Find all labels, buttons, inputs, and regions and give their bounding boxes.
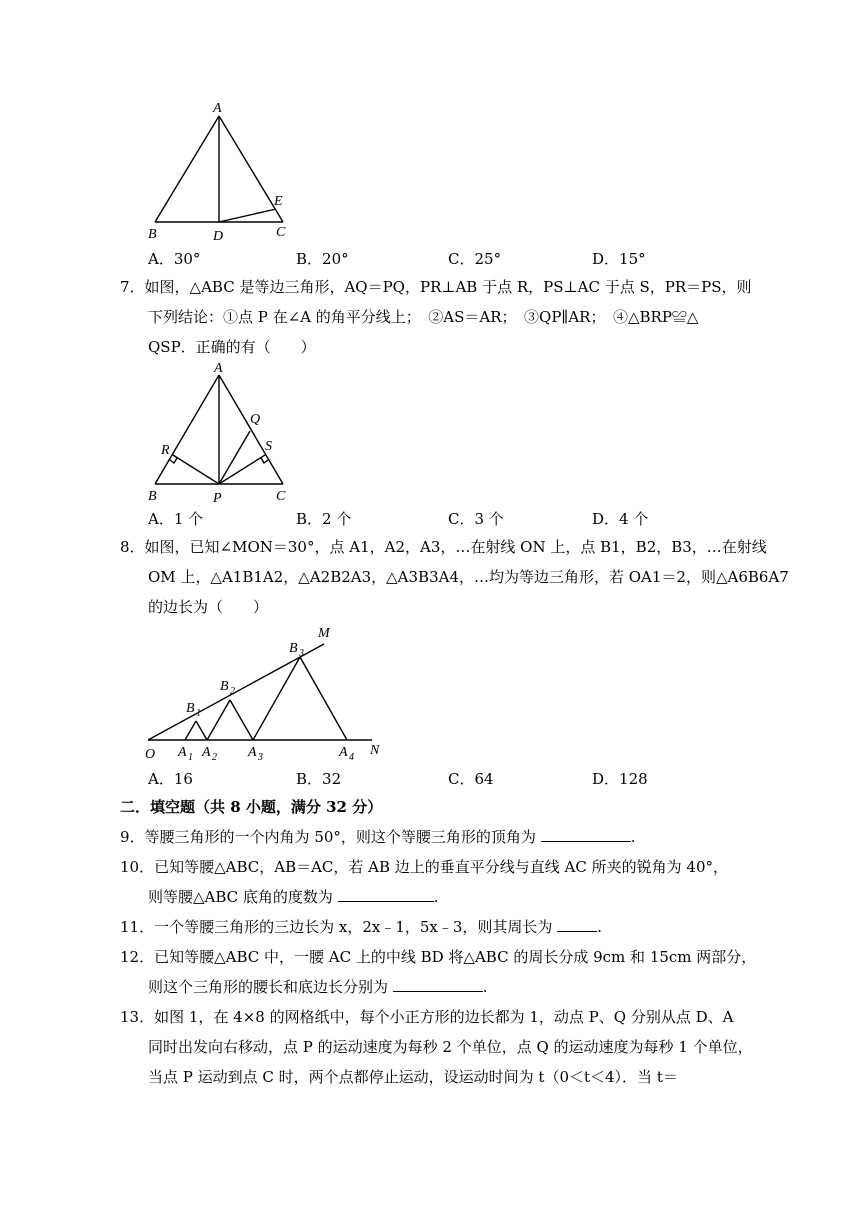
q9-stem: 9．等腰三角形的一个内角为 50°，则这个等腰三角形的顶角为 — [120, 828, 536, 846]
q7-options — [148, 508, 808, 530]
label-B3: B — [289, 641, 298, 656]
label-P: P — [213, 491, 222, 506]
q6-options — [148, 248, 808, 270]
figure-triangle-abc-altitude — [140, 98, 300, 246]
q10-period: . — [433, 888, 439, 906]
q12-stem: 则这个三角形的腰长和底边长分别为 — [148, 978, 389, 996]
q8-option-c[interactable]: C．64 — [448, 770, 494, 788]
label-O: O — [145, 747, 156, 762]
q9-answer-blank[interactable] — [541, 827, 631, 842]
label-A1: A — [178, 745, 187, 760]
q12-text-line-2 — [148, 976, 488, 998]
q9-text — [120, 826, 635, 848]
q12-text-line-1: 12．已知等腰△ABC 中，一腰 AC 上的中线 BD 将△ABC 的周长分成 9cm 和 15cm 两部分， — [120, 948, 757, 966]
label-A: A — [213, 101, 222, 116]
q11-answer-blank[interactable] — [557, 917, 597, 932]
q7-option-a[interactable]: A．1 个 — [148, 510, 204, 528]
q11-text — [120, 916, 602, 938]
section-heading-fill-in: 二．填空题（共 8 小题，满分 32 分） — [120, 798, 383, 816]
q10-stem: 则等腰△ABC 底角的度数为 — [148, 888, 333, 906]
label-N: N — [370, 743, 380, 758]
q12-answer-blank[interactable] — [393, 977, 483, 992]
q8-option-a[interactable]: A．16 — [148, 770, 193, 788]
q7-text-line-3: QSP．正确的有（ ） — [148, 338, 316, 356]
label-D: D — [213, 229, 224, 244]
label-R: R — [161, 443, 170, 458]
label-E: E — [274, 194, 283, 209]
label-C: C — [276, 489, 286, 504]
q7-text-line-2: 下列结论：①点 P 在∠A 的角平分线上； ②AS＝AR； ③QP∥AR； ④△BRP≌△ — [148, 308, 699, 326]
label-C: C — [276, 225, 286, 240]
q7-option-b[interactable]: B．2 个 — [296, 510, 352, 528]
label-M: M — [318, 626, 330, 641]
q8-text-line-2: OM 上，△A1B1A2，△A2B2A3，△A3B3A4，…均为等边三角形，若 OA1＝2，则△A6B6A7 — [148, 568, 789, 586]
label-B2: B — [220, 679, 229, 694]
label-A2: A — [202, 745, 211, 760]
q7-option-d[interactable]: D．4 个 — [592, 510, 649, 528]
figure-equilateral-triangle-pq — [140, 360, 300, 508]
q13-text-line-2: 同时出发向右移动，点 P 的运动速度为每秒 2 个单位，点 Q 的运动速度为每秒 1 个单位， — [148, 1038, 753, 1056]
label-A2-sub: 2 — [212, 752, 217, 762]
q7-text-line-1: 7．如图，△ABC 是等边三角形，AQ＝PQ，PR⊥AB 于点 R，PS⊥AC 于点 S，PR＝PS，则 — [120, 278, 752, 296]
q9-period: . — [630, 828, 636, 846]
q10-text-line-2 — [148, 886, 438, 908]
q11-stem: 11．一个等腰三角形的三边长为 x，2x﹣1，5x﹣3，则其周长为 — [120, 918, 553, 936]
q6-option-d[interactable]: D．15° — [592, 250, 646, 268]
figure-angle-mon-triangles — [140, 620, 400, 762]
label-B1: B — [186, 701, 195, 716]
label-B2-sub: 2 — [230, 686, 235, 697]
label-A3-sub: 3 — [258, 752, 263, 762]
q8-text-line-3: 的边长为（ ） — [148, 598, 269, 616]
q6-option-c[interactable]: C．25° — [448, 250, 502, 268]
q10-text-line-1: 10．已知等腰△ABC，AB＝AC，若 AB 边上的垂直平分线与直线 AC 所夹的锐角为 40°， — [120, 858, 728, 876]
label-A: A — [214, 361, 223, 376]
q8-option-b[interactable]: B．32 — [296, 770, 342, 788]
q13-text-line-1: 13．如图 1，在 4×8 的网格纸中，每个小正方形的边长都为 1，动点 P、Q 分别从点 D、A — [120, 1008, 734, 1026]
q12-period: . — [482, 978, 488, 996]
label-Q: Q — [250, 412, 261, 427]
label-A4: A — [339, 745, 348, 760]
q7-option-c[interactable]: C．3 个 — [448, 510, 504, 528]
label-A1-sub: 1 — [188, 752, 193, 762]
q11-period: . — [597, 918, 602, 936]
q10-answer-blank[interactable] — [338, 887, 434, 902]
label-A4-sub: 4 — [349, 752, 354, 762]
label-A3: A — [248, 745, 257, 760]
label-B: B — [148, 489, 157, 504]
q8-options — [148, 768, 808, 790]
label-B: B — [148, 227, 157, 242]
q8-text-line-1: 8．如图，已知∠MON＝30°，点 A1，A2，A3，…在射线 ON 上，点 B1，B2，B3，…在射线 — [120, 538, 767, 556]
q6-option-a[interactable]: A．30° — [148, 250, 201, 268]
q6-option-b[interactable]: B．20° — [296, 250, 349, 268]
label-B3-sub: 3 — [299, 648, 304, 659]
q13-text-line-3: 当点 P 运动到点 C 时，两个点都停止运动，设运动时间为 t（0＜t＜4）．当 t＝ — [148, 1068, 678, 1086]
label-S: S — [265, 439, 272, 454]
q8-option-d[interactable]: D．128 — [592, 770, 648, 788]
label-B1-sub: 1 — [196, 708, 201, 719]
